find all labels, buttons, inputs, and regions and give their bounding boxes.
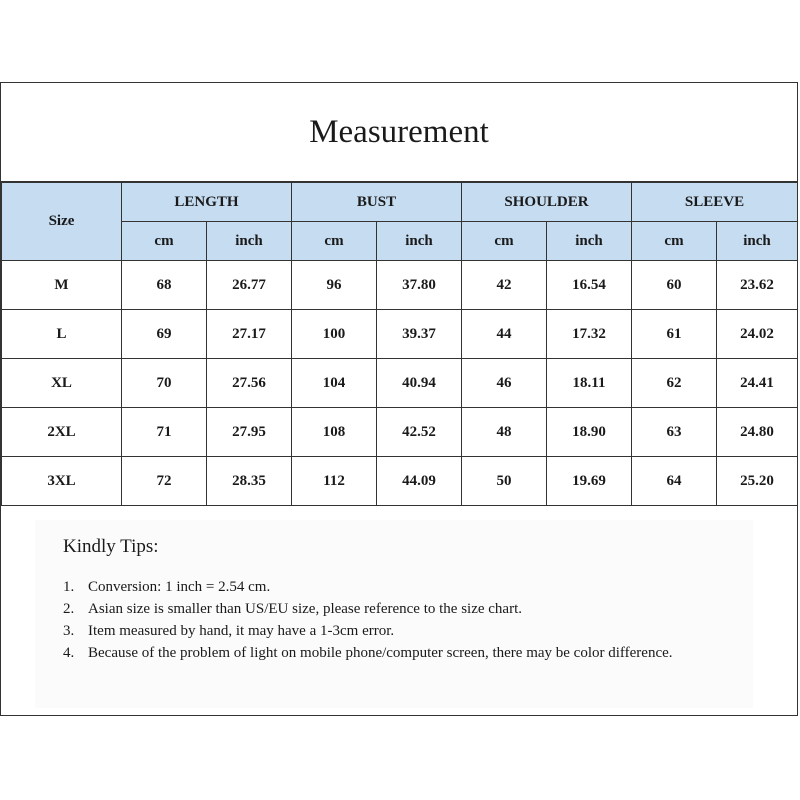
table-cell: 50 xyxy=(462,457,547,506)
table-cell: 27.95 xyxy=(207,408,292,457)
table-cell: 71 xyxy=(122,408,207,457)
unit-header-cm: cm xyxy=(122,222,207,261)
tip-text: Conversion: 1 inch = 2.54 cm. xyxy=(88,579,271,595)
list-item xyxy=(63,620,725,642)
table-cell: 28.35 xyxy=(207,457,292,506)
table-cell: 23.62 xyxy=(717,261,798,310)
table-cell: 44.09 xyxy=(377,457,462,506)
page-title: Measurement xyxy=(1,83,797,182)
table-cell: 60 xyxy=(632,261,717,310)
size-label: XL xyxy=(2,359,122,408)
list-item xyxy=(63,598,725,620)
list-number: 3. xyxy=(63,623,75,639)
table-row xyxy=(2,408,798,457)
tip-text: Item measured by hand, it may have a 1-3cm error. xyxy=(88,623,395,639)
group-header-length: LENGTH xyxy=(122,183,292,222)
size-column-header: Size xyxy=(2,183,122,261)
list-number: 4. xyxy=(63,645,75,661)
table-cell: 40.94 xyxy=(377,359,462,408)
unit-header-cm: cm xyxy=(632,222,717,261)
group-header-sleeve: SLEEVE xyxy=(632,183,798,222)
list-number: 1. xyxy=(63,579,75,595)
size-label: 2XL xyxy=(2,408,122,457)
table-cell: 63 xyxy=(632,408,717,457)
table-cell: 108 xyxy=(292,408,377,457)
table-cell: 48 xyxy=(462,408,547,457)
table-cell: 19.69 xyxy=(547,457,632,506)
table-cell: 112 xyxy=(292,457,377,506)
table-cell: 25.20 xyxy=(717,457,798,506)
table-cell: 100 xyxy=(292,310,377,359)
table-cell: 62 xyxy=(632,359,717,408)
size-label: 3XL xyxy=(2,457,122,506)
table-cell: 17.32 xyxy=(547,310,632,359)
group-header-bust: BUST xyxy=(292,183,462,222)
tips-list xyxy=(63,576,725,664)
table-cell: 44 xyxy=(462,310,547,359)
table-cell: 64 xyxy=(632,457,717,506)
table-cell: 42.52 xyxy=(377,408,462,457)
table-row xyxy=(2,359,798,408)
group-header-shoulder: SHOULDER xyxy=(462,183,632,222)
size-label: M xyxy=(2,261,122,310)
table-cell: 69 xyxy=(122,310,207,359)
tips-title: Kindly Tips: xyxy=(63,536,159,557)
table-cell: 27.56 xyxy=(207,359,292,408)
unit-header-cm: cm xyxy=(292,222,377,261)
table-cell: 72 xyxy=(122,457,207,506)
table-row xyxy=(2,310,798,359)
table-cell: 27.17 xyxy=(207,310,292,359)
measurement-chart xyxy=(0,82,798,716)
table-cell: 26.77 xyxy=(207,261,292,310)
unit-header-inch: inch xyxy=(377,222,462,261)
table-cell: 16.54 xyxy=(547,261,632,310)
table-cell: 96 xyxy=(292,261,377,310)
table-cell: 24.80 xyxy=(717,408,798,457)
table-cell: 70 xyxy=(122,359,207,408)
list-item xyxy=(63,642,725,664)
table-cell: 24.02 xyxy=(717,310,798,359)
table-row xyxy=(2,261,798,310)
list-item xyxy=(63,576,725,598)
table-cell: 39.37 xyxy=(377,310,462,359)
size-label: L xyxy=(2,310,122,359)
tip-text: Asian size is smaller than US/EU size, please reference to the size chart. xyxy=(88,601,522,617)
tips-panel xyxy=(35,520,753,708)
table-row xyxy=(2,457,798,506)
table-cell: 18.90 xyxy=(547,408,632,457)
table-cell: 68 xyxy=(122,261,207,310)
table-cell: 24.41 xyxy=(717,359,798,408)
unit-header-inch: inch xyxy=(547,222,632,261)
unit-header-inch: inch xyxy=(207,222,292,261)
table-cell: 18.11 xyxy=(547,359,632,408)
size-table xyxy=(1,182,798,506)
list-number: 2. xyxy=(63,601,75,617)
table-cell: 42 xyxy=(462,261,547,310)
unit-header-cm: cm xyxy=(462,222,547,261)
table-cell: 104 xyxy=(292,359,377,408)
table-cell: 61 xyxy=(632,310,717,359)
tip-text: Because of the problem of light on mobile phone/computer screen, there may be color difference. xyxy=(88,645,673,661)
table-cell: 46 xyxy=(462,359,547,408)
unit-header-inch: inch xyxy=(717,222,798,261)
table-cell: 37.80 xyxy=(377,261,462,310)
